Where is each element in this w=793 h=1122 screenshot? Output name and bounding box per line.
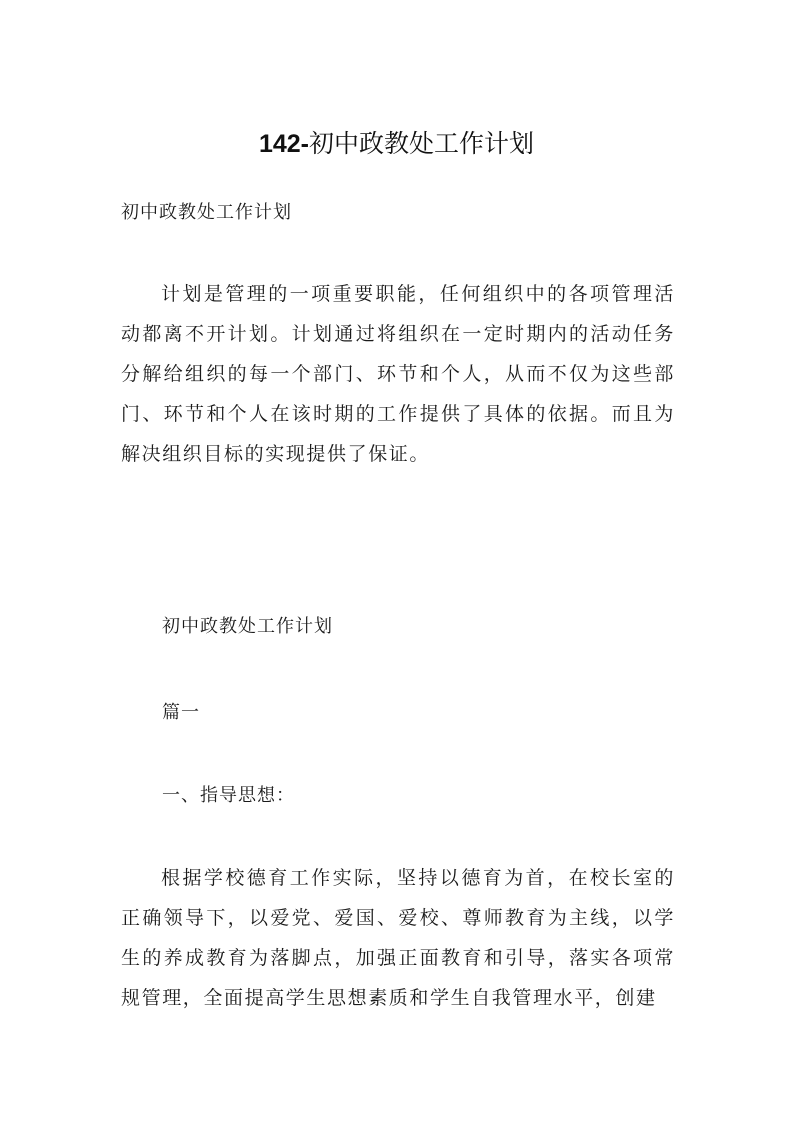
document-subtitle: 初中政教处工作计划 — [121, 202, 292, 223]
part-label: 篇一 — [162, 702, 200, 723]
title-number: 142- — [258, 130, 310, 158]
title-text: 初中政教处工作计划 — [309, 129, 535, 158]
section-title: 初中政教处工作计划 — [162, 616, 333, 637]
guiding-paragraph: 根据学校德育工作实际，坚持以德育为首，在校长室的正确领导下，以爱党、爱国、爱校、尊师教育为主线，以学生的养成教育为落脚点，加强正面教育和引导，落实各项常规管理，全面提高学生思想素质和学生自我管理水平，创建 — [121, 867, 675, 1009]
guiding-heading: 一、指导思想： — [162, 785, 295, 806]
intro-paragraph: 计划是管理的一项重要职能，任何组织中的各项管理活动都离不开计划。计划通过将组织在一定时期内的活动任务分解给组织的每一个部门、环节和个人，从而不仅为这些部门、环节和个人在该时期的工作提供了具体的依据。而且为解决组织目标的实现提供了保证。 — [121, 283, 675, 465]
document-title — [0, 124, 793, 164]
